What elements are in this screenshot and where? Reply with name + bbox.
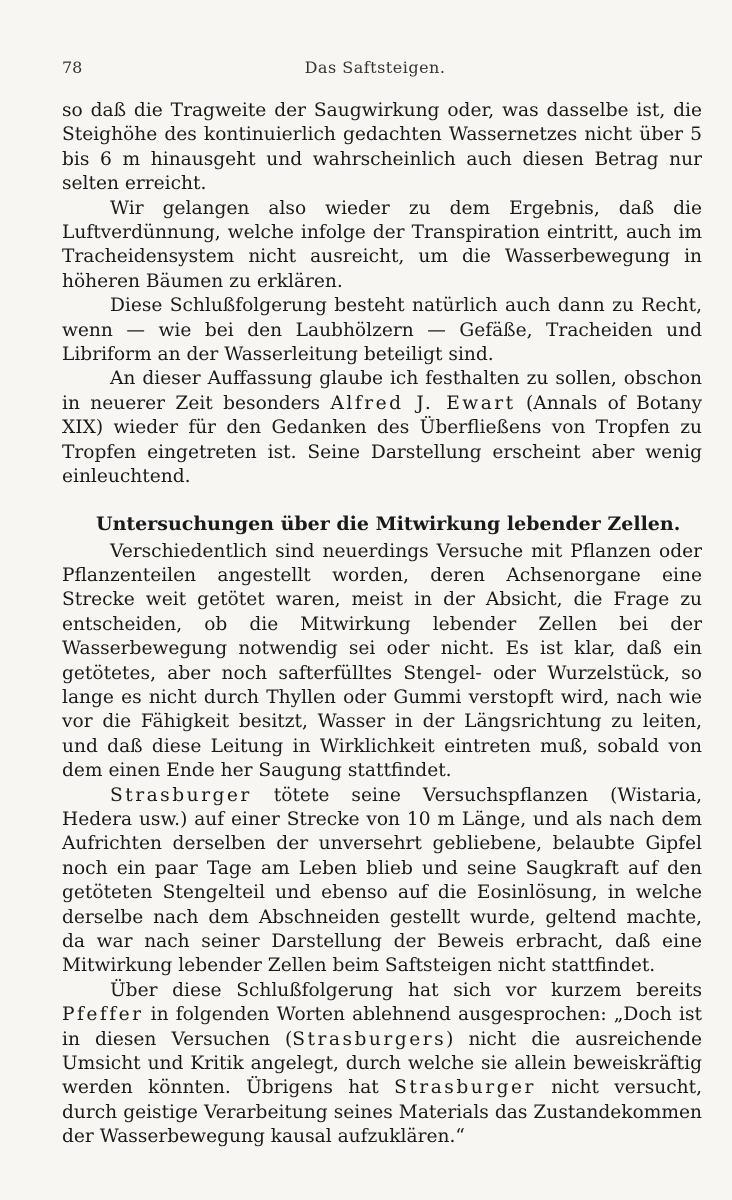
paragraph: Wir gelangen also wieder zu dem Ergebnis, daß die Luftverdünnung, welche infolge der Transpiration eintritt, auch im Tracheidensystem nicht ausreicht, um die Wasserbewegung in höheren Bäumen zu erklären. <box>62 197 702 292</box>
author-name: Strasburger <box>110 784 252 806</box>
paragraph <box>62 784 702 979</box>
author-name: Alfred J. Ewart <box>330 392 516 414</box>
text-span: Über diese Schlußfolgerung hat sich vor kurzem bereits <box>110 979 702 1001</box>
author-name: Pfeffer <box>62 1004 144 1026</box>
author-name: Strasburgers <box>292 1028 447 1050</box>
running-title: Das Saftsteigen. <box>304 58 446 77</box>
text-span: in folgenden Worten ablehnend ausgesprochen: „Doch ist in diesen Versuchen ( <box>62 1004 702 1050</box>
paragraph: Verschiedentlich sind neuerdings Versuche mit Pflanzen oder Pflanzenteilen angestellt worden, deren Achsenorgane eine Strecke weit getötet waren, meist in der Absicht, die Frage zu entscheiden, ob die Mitwirkung lebender Zellen bei der Wasserbewegung notwendig sei oder nicht. Es ist klar, daß ein getötetes, aber noch safterfülltes Stengel- oder Wurzelstück, so lange es nicht durch Thyllen oder Gummi verstopft wird, nach wie vor die Fähigkeit besitzt, Wasser in der Längsrichtung zu leiten, und daß diese Leitung in Wirklichkeit eintreten muß, sobald von dem einen Ende her Saugung stattfindet. <box>62 540 702 782</box>
text-span: (Annals of Botany XIX) wieder für den Gedanken des Überfließens von Tropfen zu Tropfen eingetreten ist. Seine Darstellung erscheint aber wenig einleuchtend. <box>62 392 702 488</box>
paragraph: so daß die Tragweite der Saugwirkung oder, was dasselbe ist, die Steighöhe des kontinuierlich gedachten Wassernetzes nicht über 5 bis 6 m hinausgeht und wahrscheinlich auch diesen Betrag nur selten erreicht. <box>62 100 702 195</box>
paragraph <box>62 979 702 1150</box>
paragraph: Diese Schlußfolgerung besteht natürlich auch dann zu Recht, wenn — wie bei den Laubhölzern — Gefäße, Tracheiden und Libriform an der Wasserleitung beteiligt sind. <box>62 295 702 366</box>
author-name: Strasburger <box>394 1077 536 1099</box>
page-header <box>62 58 688 84</box>
text-span: An dieser Auffassung glaube ich festhalten zu sollen, obschon in neuerer Zeit besonders <box>62 368 702 414</box>
section-heading: Untersuchungen über die Mitwirkung lebender Zellen. <box>96 512 681 535</box>
paragraph <box>62 367 702 489</box>
page-number: 78 <box>62 58 83 77</box>
text-span: nicht versucht, durch geistige Verarbeitung seines Materials das Zustandekommen der Wasserbewegung kausal aufzuklären.“ <box>62 1077 702 1148</box>
body-text <box>62 99 702 1150</box>
text-span: tötete seine Versuchspflanzen (Wistaria, Hedera usw.) auf einer Strecke von 10 m Länge, und als nach dem Aufrichten derselben der unversehrt gebliebene, belaubte Gipfel noch ein paar Tage am Leben blieb und seine Saugkraft auf den getöteten Stengelteil und ebenso auf die Eosinlösung, in welche derselbe nach dem Abschneiden gestellt wurde, geltend machte, da war nach seiner Darstellung der Beweis erbracht, daß eine Mitwirkung lebender Zellen beim Saftsteigen nicht stattfindet. <box>62 784 702 977</box>
text-span: ) nicht die ausreichende Umsicht und Kritik angelegt, durch welche sie allein beweiskräftig werden könnten. Übrigens hat <box>62 1028 702 1099</box>
